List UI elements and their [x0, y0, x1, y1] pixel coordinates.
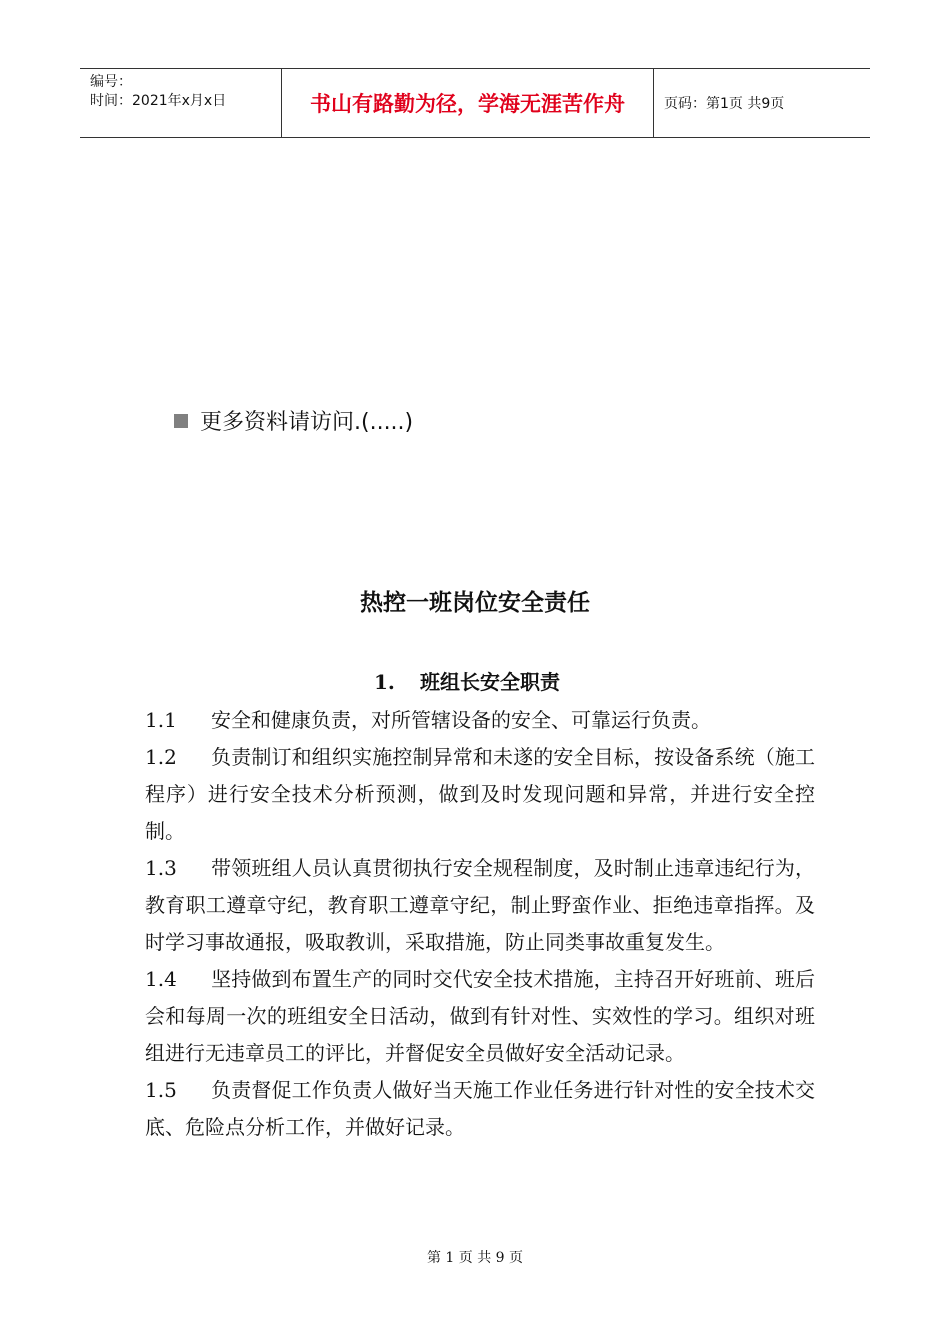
paragraph	[145, 850, 815, 961]
page-footer: 第 1 页 共 9 页	[426, 1250, 524, 1266]
section-number: 1.	[374, 670, 395, 694]
notice-line	[174, 405, 413, 436]
paragraph-number: 1.3	[145, 856, 177, 880]
paragraph-text: 负责督促工作负责人做好当天施工作业任务进行针对性的安全技术交底、危险点分析工作，并做好记录。	[145, 1078, 815, 1139]
paragraph	[145, 961, 815, 1072]
paragraph-number: 1.4	[145, 967, 177, 991]
paragraph-text: 坚持做到布置生产的同时交代安全技术措施，主持召开好班前、班后会和每周一次的班组安全日活动，做到有针对性、实效性的学习。组织对班组进行无违章员工的评比，并督促安全员做好安全活动记录。	[145, 967, 815, 1065]
header-meta	[80, 69, 282, 137]
page-header	[80, 68, 870, 138]
paragraph-number: 1.5	[145, 1078, 177, 1102]
paragraph	[145, 739, 815, 850]
section-title: 班组长安全职责	[420, 670, 560, 694]
paragraph	[145, 702, 815, 739]
time-label: 时间：2021年x月x日	[90, 93, 227, 109]
square-bullet-icon	[174, 414, 188, 428]
section-heading	[374, 666, 560, 695]
document-body	[145, 702, 815, 1146]
paragraph-number: 1.2	[145, 745, 177, 769]
number-label: 编号：	[90, 74, 132, 90]
document-title: 热控一班岗位安全责任	[360, 589, 590, 616]
paragraph-text: 带领班组人员认真贯彻执行安全规程制度，及时制止违章违纪行为，教育职工遵章守纪，教育职工遵章守纪，制止野蛮作业、拒绝违章指挥。及时学习事故通报，吸取教训，采取措施，防止同类事故重复发生。	[145, 856, 815, 954]
notice-text: 更多资料请访问.(.....)	[200, 410, 414, 435]
paragraph-text: 负责制订和组织实施控制异常和未遂的安全目标，按设备系统（施工程序）进行安全技术分析预测，做到及时发现问题和异常，并进行安全控制。	[145, 745, 815, 843]
paragraph-number: 1.1	[145, 708, 177, 732]
header-page-info: 页码：第1页 共9页	[664, 96, 785, 112]
header-motto: 书山有路勤为径，学海无涯苦作舟	[282, 69, 654, 137]
paragraph	[145, 1072, 815, 1146]
paragraph-text: 安全和健康负责，对所管辖设备的安全、可靠运行负责。	[211, 708, 711, 732]
